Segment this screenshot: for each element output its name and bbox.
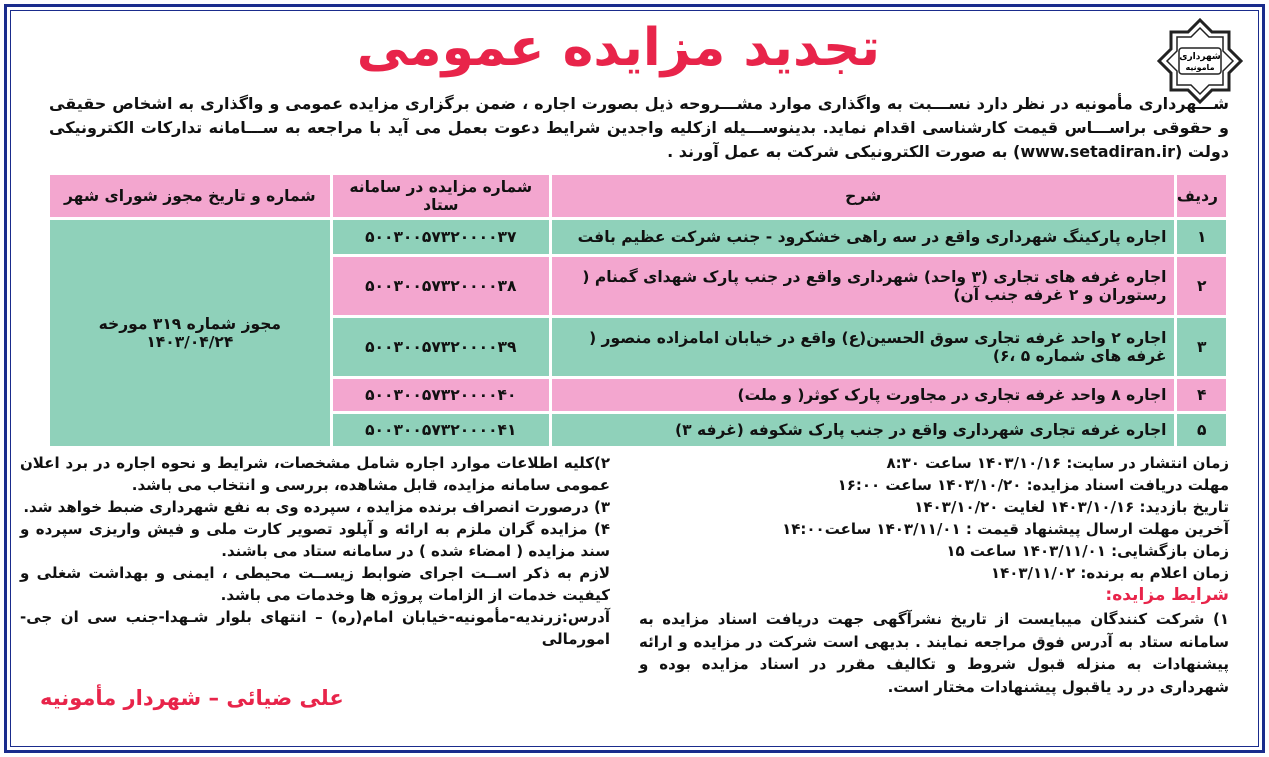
row-description: اجاره ۸ واحد غرفه تجاری در مجاورت پارک کوثر( و ملت) [552, 379, 1175, 411]
row-number: ۴ [1177, 379, 1226, 411]
row-description: اجاره ۲ واحد غرفه تجاری سوق الحسین(ع) واقع در خیابان امامزاده منصور ( غرفه های شماره ۵ ،۶) [552, 318, 1175, 376]
announce-time: زمان اعلام به برنده: ۱۴۰۳/۱۱/۰۲ [990, 564, 1229, 582]
row-description: اجاره غرفه تجاری شهرداری واقع در جنب پارک شکوفه (غرفه ۳) [552, 414, 1175, 446]
row-description: اجاره غرفه های تجاری (۳ واحد) شهرداری واقع در جنب پارک شهدای گمنام ( رستوران و ۲ غرفه جنب آن) [552, 257, 1175, 315]
auction-table [47, 172, 1229, 449]
row-auction-number: ۵۰۰۳۰۰۵۷۳۲۰۰۰۰۳۸ [333, 257, 549, 315]
requirements-note: لازم به ذکر اســت اجرای ضوابط زیســت محیطی ، ایمنی و بهداشت شغلی و کیفیت خدمات از الزامات پروژه ها وخدمات می باشد. [20, 564, 610, 604]
header-description: شرح [552, 175, 1175, 217]
condition-1: ۱) شرکت کنندگان میبایست از تاریخ نشرآگهی جهت دریافت اسناد مزایده به سامانه ستاد به آدرس فوق مراجعه نمایند . بدیهی است شرکت در مزایده و ارائه پیشنهادات به منزله قبول شروط و تکالیف مقرر در اسناد مزایده بوده و شهرداری در رد یاقبول پیشنهادات مختار است. [639, 610, 1229, 696]
page-title: تجدید مزایده عمومی [356, 18, 880, 78]
visit-dates: تاریخ بازدید: ۱۴۰۳/۱۰/۱۶ لغایت ۱۴۰۳/۱۰/۲۰ [914, 498, 1229, 516]
logo-text-line1: شهرداری [1179, 52, 1221, 62]
header-auction-number: شماره مزایده در سامانه ستاد [333, 175, 549, 217]
intro-paragraph: شـــهرداری مأمونیه در نظر دارد نســـبت به واگذاری موارد مشـــروحه ذیل بصورت اجاره ، ضمن برگزاری مزایده عمومی و واگذاری به اشخاص حقیقی و حقوقی براســـاس قیمت کارشناسی اقدام نماید. بدینوســـیله ازکلیه واجدین شرایط دعوت بعمل می آید با مراجعه به ســـامانه تدارکات الکترونیکی دولت (www.setadiran.ir) به صورت الکترونیکی شرکت به عمل آورند . [49, 94, 1229, 161]
conditions-section [20, 452, 610, 650]
row-number: ۵ [1177, 414, 1226, 446]
header-row-number: ردیف [1177, 175, 1226, 217]
offer-deadline: آخرین مهلت ارسال پیشنهاد قیمت : ۱۴۰۳/۱۱/۰۱ ساعت۱۴:۰۰ [782, 520, 1229, 538]
row-auction-number: ۵۰۰۳۰۰۵۷۳۲۰۰۰۰۳۹ [333, 318, 549, 376]
row-number: ۱ [1177, 220, 1226, 254]
logo-text-line2: مامونیه [1185, 63, 1215, 72]
row-number: ۲ [1177, 257, 1226, 315]
row-auction-number: ۵۰۰۳۰۰۵۷۳۲۰۰۰۰۴۰ [333, 379, 549, 411]
row-auction-number: ۵۰۰۳۰۰۵۷۳۲۰۰۰۰۴۱ [333, 414, 549, 446]
publish-time: زمان انتشار در سایت: ۱۴۰۳/۱۰/۱۶ ساعت ۸:۳۰ [886, 454, 1229, 472]
condition-2: ۲)کلیه اطلاعات موارد اجاره شامل مشخصات، شرایط و نحوه اجاره در برد اعلان عمومی سامانه مزایده، قابل مشاهده، بررسی و انتخاب می باشد. [20, 454, 610, 494]
signature: علی ضیائی – شهردار مأمونیه [40, 686, 344, 710]
opening-time: زمان بازگشایی: ۱۴۰۳/۱۱/۰۱ ساعت ۱۵ [946, 542, 1229, 560]
permit-cell: مجوز شماره ۳۱۹ مورخه ۱۴۰۳/۰۴/۲۴ [50, 220, 330, 446]
table-row [50, 220, 1226, 254]
row-description: اجاره پارکینگ شهرداری واقع در سه راهی خشکرود - جنب شرکت عظیم بافت [552, 220, 1175, 254]
row-auction-number: ۵۰۰۳۰۰۵۷۳۲۰۰۰۰۳۷ [333, 220, 549, 254]
condition-3: ۳) درصورت انصراف برنده مزایده ، سپرده وی به نفع شهرداری ضبط خواهد شد. [23, 498, 610, 516]
conditions-heading: شرایط مزایده: [1105, 585, 1229, 605]
docs-deadline: مهلت دریافت اسناد مزایده: ۱۴۰۳/۱۰/۲۰ ساعت ۱۶:۰۰ [837, 476, 1229, 494]
address: آدرس:زرندیه-مأمونیه-خیابان امام(ره) – انتهای بلوار شـهدا-جنب سی ان جی-امورمالی [20, 608, 610, 648]
row-number: ۳ [1177, 318, 1226, 376]
schedule-section [639, 452, 1229, 698]
condition-4: ۴) مزایده گران ملزم به ارائه و آپلود تصویر کارت ملی و فیش واریزی سپرده و سند مزایده ( امضاء شده ) در سامانه ستاد می باشند. [20, 520, 610, 560]
header-permit: شماره و تاریخ مجوز شورای شهر [50, 175, 330, 217]
table-header-row [50, 175, 1226, 217]
